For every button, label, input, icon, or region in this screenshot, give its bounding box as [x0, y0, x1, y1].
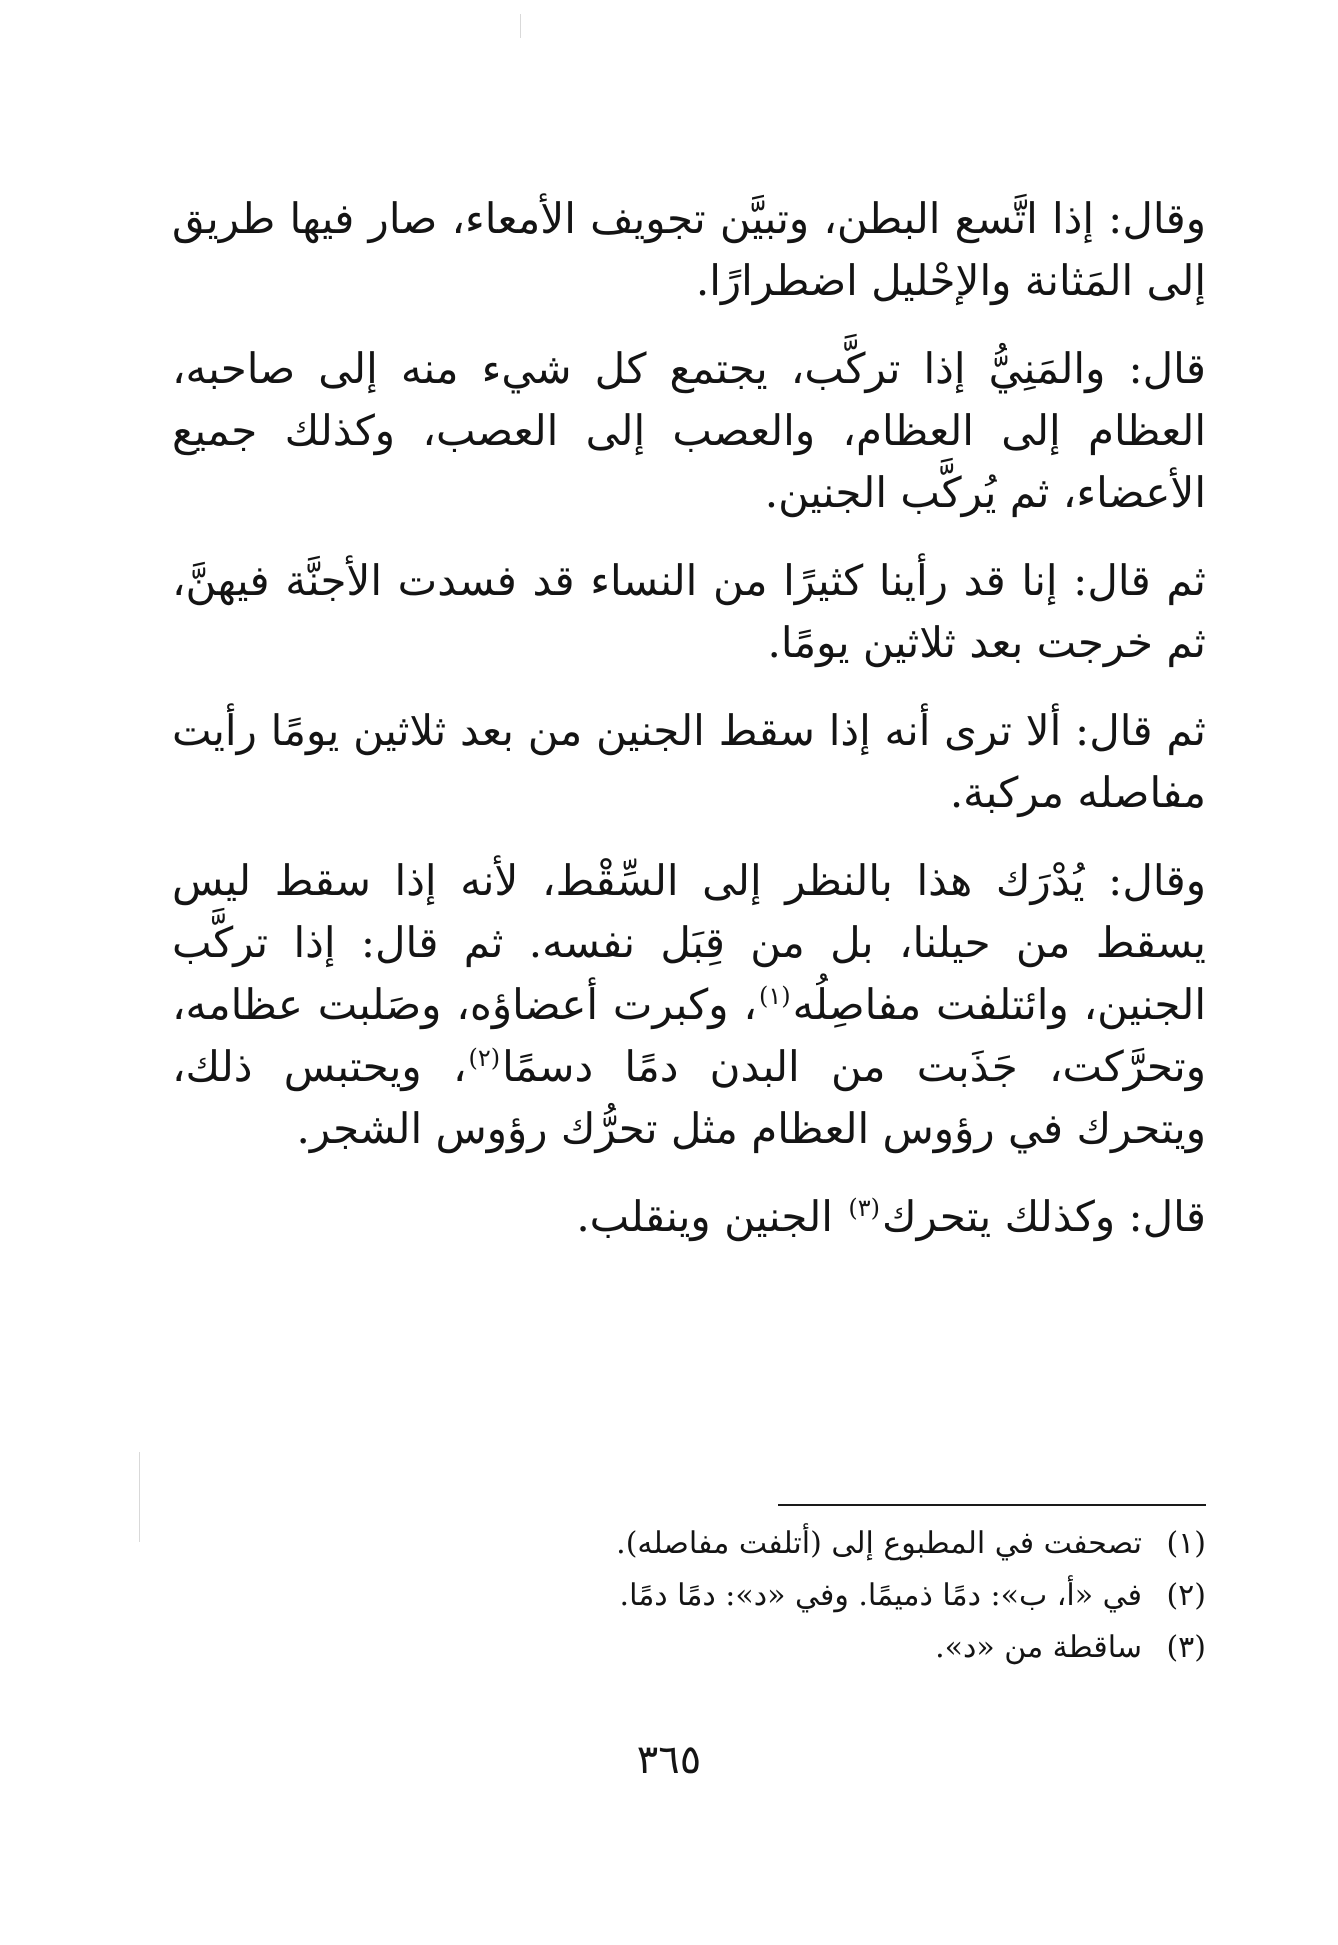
footnote-3: [172, 1622, 1206, 1674]
footnote-1-number: (١): [1166, 1526, 1206, 1561]
footnote-ref-3: (٣): [848, 1194, 880, 1222]
footnote-2: [172, 1570, 1206, 1622]
paragraph-1: وقال: إذا اتَّسع البطن، وتبيَّن تجويف الأمعاء، صار فيها طريق إلى المَثانة والإحْليل اضطرارًا.: [172, 194, 1206, 305]
footnotes: [172, 1518, 1206, 1674]
footnote-1-text: تصحفت في المطبوع إلى (أتلفت مفاصله).: [616, 1526, 1142, 1561]
paragraph-5: [172, 850, 1206, 1160]
footnote-1: [172, 1518, 1206, 1570]
paragraph-6-text-1: قال: وكذلك يتحرك: [881, 1192, 1206, 1241]
footnote-3-number: (٣): [1166, 1630, 1206, 1665]
paragraph-5-text-2: ، وكبرت أعضاؤه، وصَلبت عظامه، وتحرَّكت، جَذَبت من البدن دمًا دسمًا: [172, 980, 1206, 1091]
paragraph-2: قال: والمَنِيُّ إذا تركَّب، يجتمع كل شيء منه إلى صاحبه، العظام إلى العظام، والعصب إلى العصب، وكذلك جميع الأعضاء، ثم يُركَّب الجنين.: [172, 344, 1206, 517]
scan-mark-left: [139, 1452, 140, 1542]
main-text: [172, 188, 1206, 1274]
footnote-2-text: في «أ، ب»: دمًا ذميمًا. وفي «د»: دمًا دمًا.: [619, 1578, 1142, 1613]
footnote-3-text: ساقطة من «د».: [935, 1630, 1142, 1665]
page-number: ٣٦٥: [636, 1737, 702, 1783]
paragraph-6-text-2: الجنين وينقلب.: [576, 1192, 847, 1241]
paragraph-6: [172, 1186, 1206, 1248]
paragraph-4: ثم قال: ألا ترى أنه إذا سقط الجنين من بعد ثلاثين يومًا رأيت مفاصله مركبة.: [172, 706, 1206, 817]
scan-mark-top: [520, 14, 521, 38]
footnote-2-number: (٢): [1166, 1578, 1206, 1613]
footnote-ref-1: (١): [758, 982, 791, 1010]
paragraph-5-text-1: وقال: يُدْرَك هذا بالنظر إلى السِّقْط، لأنه إذا سقط ليس يسقط من حيلنا، بل من قِبَل نفسه. ثم قال: إذا تركَّب الجنين، وائتلفت مفاصِلُه: [172, 856, 1206, 1029]
paragraph-5-text-3: ، ويحتبس ذلك، ويتحرك في رؤوس العظام مثل تحرُّك رؤوس الشجر.: [172, 1042, 1206, 1153]
footnote-divider: [778, 1504, 1206, 1506]
footnote-ref-2: (٢): [468, 1044, 501, 1072]
paragraph-3: ثم قال: إنا قد رأينا كثيرًا من النساء قد فسدت الأجنَّة فيهنَّ، ثم خرجت بعد ثلاثين يومًا.: [172, 556, 1206, 667]
